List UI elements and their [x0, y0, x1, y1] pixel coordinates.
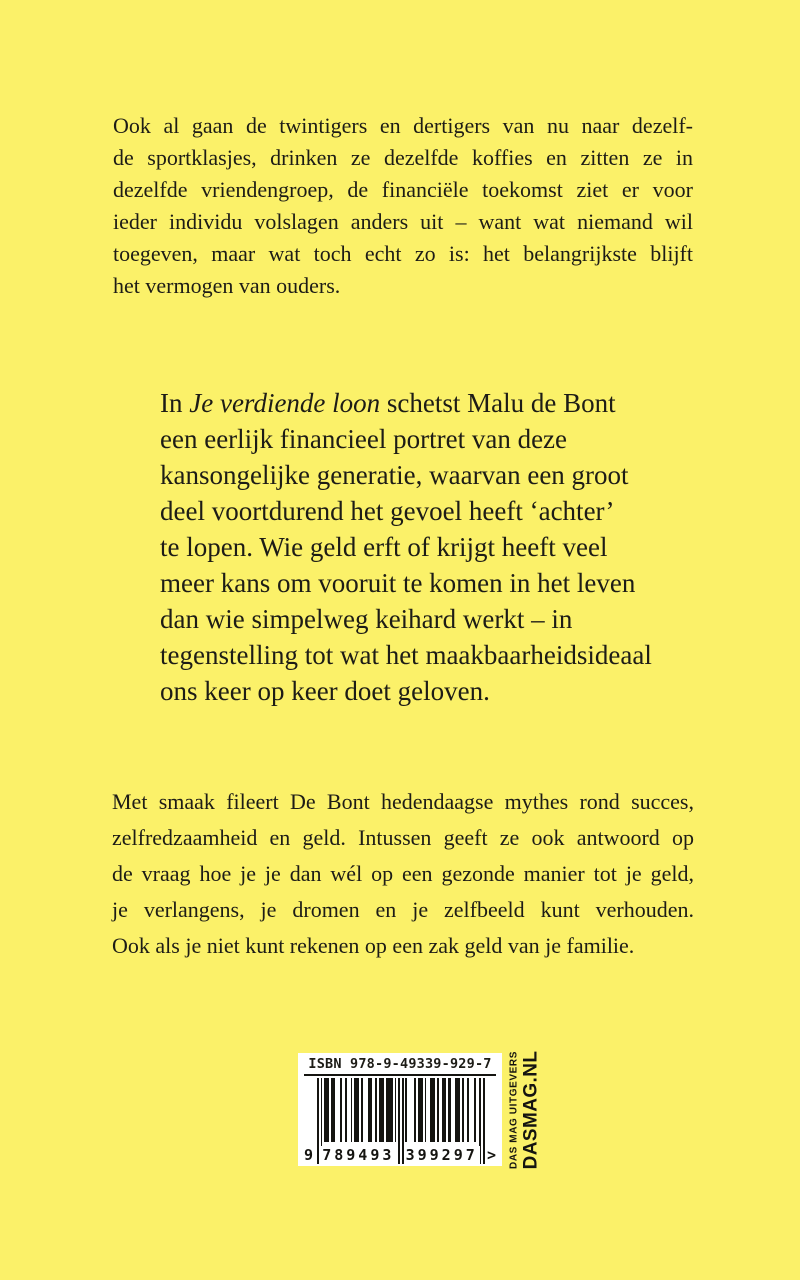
text-line: Ook al gaan de twintigers en dertigers van nu naar dezelf-: [113, 113, 693, 138]
text-line: meer kans om vooruit te komen in het leven: [160, 568, 636, 598]
text-line: dan wie simpelweg keihard werkt – in: [160, 604, 573, 634]
publisher-rotated-text: [509, 1050, 542, 1169]
text-line: deel voortdurend het gevoel heeft ‘achter’: [160, 496, 615, 526]
publisher-url: DASMAG.NL: [520, 1050, 542, 1169]
barcode-digit-group-2: 399297: [405, 1146, 478, 1164]
text-line: Ook als je niet kunt rekenen op een zak geld van je familie.: [112, 933, 635, 958]
text-line: een eerlijk financieel portret van deze: [160, 424, 568, 454]
book-title-italic: Je verdiende loon: [189, 388, 381, 418]
publisher-name: DAS MAG UITGEVERS: [508, 1050, 520, 1169]
text-line: ons keer op keer doet geloven.: [160, 676, 490, 706]
intro-paragraph: [113, 110, 693, 302]
text-line: In Je verdiende loon schetst Malu de Bont: [160, 388, 616, 418]
barcode-digit-lead: 9: [304, 1146, 314, 1164]
text-line: te lopen. Wie geld erft of krijgt heeft veel: [160, 532, 608, 562]
text-line: dezelfde vriendengroep, de financiële toekomst ziet er voor: [113, 177, 693, 202]
isbn-number: ISBN 978-9-49339-929-7: [304, 1056, 496, 1076]
isbn-barcode: [298, 1053, 502, 1166]
text-line: toegeven, maar wat toch echt zo is: het belangrijkste blijft: [113, 241, 693, 266]
barcode-bars-area: [304, 1078, 496, 1164]
barcode-end-marker: >: [486, 1146, 496, 1164]
barcode-digit-group-1: 789493: [322, 1146, 395, 1164]
text-line: zelfredzaamheid en geld. Intussen geeft ze ook antwoord op: [112, 825, 694, 850]
text-line: Met smaak fileert De Bont hedendaagse mythes rond succes,: [112, 789, 694, 814]
barcode-digits: [304, 1146, 496, 1164]
text-line: de vraag hoe je je dan wél op een gezonde manier tot je geld,: [112, 861, 694, 886]
outro-paragraph: [112, 784, 694, 964]
text-line: het vermogen van ouders.: [113, 273, 341, 298]
text-line: je verlangens, je dromen en je zelfbeeld kunt verhouden.: [112, 897, 694, 922]
text-line: de sportklasjes, drinken ze dezelfde koffies en zitten ze in: [113, 145, 693, 170]
text-line: kansongelijke generatie, waarvan een groot: [160, 460, 629, 490]
text-line: tegenstelling tot wat het maakbaarheidsideaal: [160, 640, 652, 670]
blurb-paragraph: [160, 385, 716, 709]
publisher-mark: [504, 1050, 546, 1169]
text-line: ieder individu volslagen anders uit – want wat niemand wil: [113, 209, 693, 234]
